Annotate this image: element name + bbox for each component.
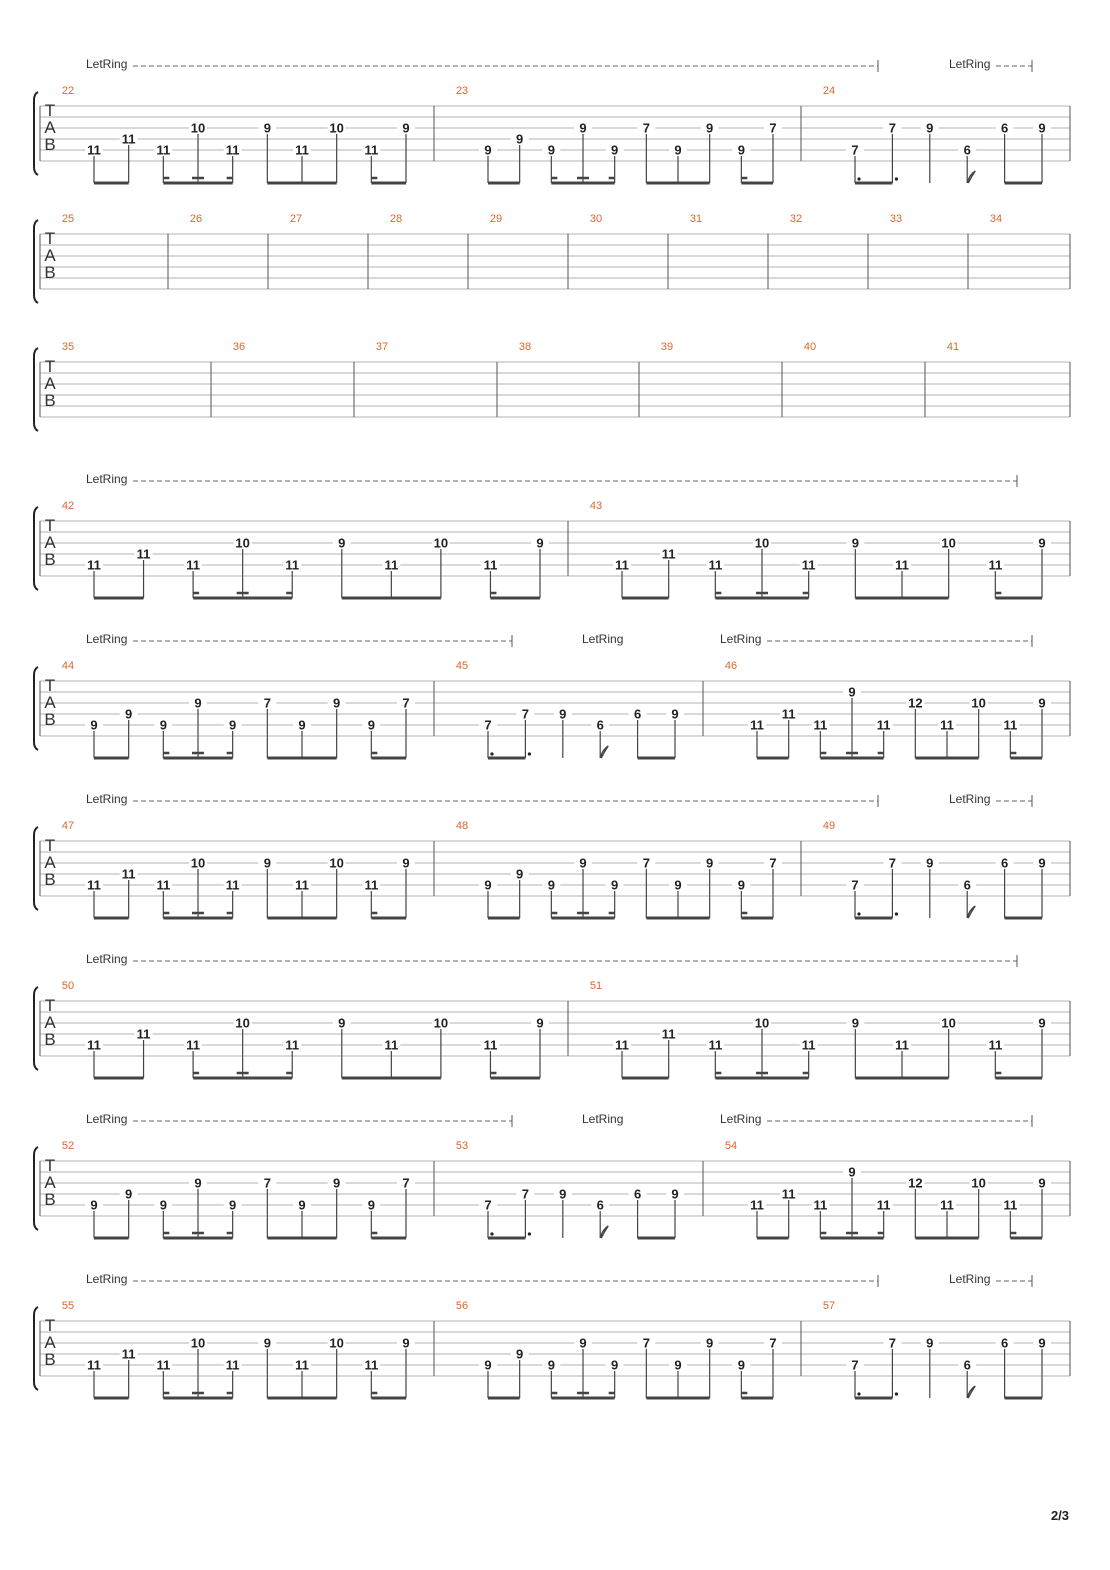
tab-clef-letter: A	[44, 693, 56, 712]
fret-number: 10	[941, 1015, 956, 1031]
fret-number: 9	[851, 535, 859, 551]
eighth-flag	[967, 171, 975, 183]
fret-number: 11	[225, 877, 240, 893]
eighth-flag	[967, 1386, 975, 1398]
measure-number: 35	[61, 341, 75, 353]
fret-number: 9	[263, 120, 271, 136]
tab-clef-letter: T	[44, 676, 56, 695]
fret-number: 11	[813, 717, 828, 733]
let-ring-label: LetRing	[720, 632, 762, 646]
let-ring-label: LetRing	[86, 1272, 128, 1286]
fret-number: 10	[433, 535, 449, 551]
tab-clef-letter: B	[44, 550, 56, 569]
fret-number: 11	[156, 142, 171, 158]
measure-number: 25	[61, 213, 75, 225]
fret-number: 9	[1038, 695, 1046, 711]
measure-number: 26	[189, 213, 203, 225]
measure-number: 40	[803, 341, 817, 353]
fret-number: 9	[1038, 535, 1046, 551]
let-ring-label: LetRing	[86, 952, 128, 966]
tab-clef-letter: T	[44, 101, 56, 120]
rhythm-dot	[857, 912, 860, 915]
fret-number: 9	[737, 1357, 745, 1373]
fret-number: 9	[851, 1015, 859, 1031]
fret-number: 9	[1038, 120, 1046, 136]
fret-number: 11	[87, 1357, 101, 1373]
fret-number: 11	[295, 877, 309, 893]
measure-number: 48	[455, 820, 469, 832]
measure-number: 36	[232, 341, 246, 353]
let-ring-label: LetRing	[582, 632, 624, 646]
measure-number: 52	[61, 1140, 75, 1152]
fret-number: 7	[851, 877, 859, 893]
measure-number: 33	[889, 213, 903, 225]
measure-number: 47	[61, 820, 75, 832]
measure-number: 42	[61, 500, 75, 512]
fret-number: 10	[941, 535, 956, 551]
tab-clef-letter: A	[44, 533, 56, 552]
measure-number: 54	[724, 1140, 738, 1152]
fret-number: 11	[483, 1037, 498, 1053]
fret-number: 9	[90, 1197, 98, 1213]
fret-number: 11	[750, 717, 764, 733]
fret-number: 9	[926, 120, 934, 136]
fret-number: 7	[888, 855, 897, 871]
fret-number: 9	[547, 1357, 555, 1373]
rhythm-dot	[490, 752, 493, 755]
fret-number: 9	[159, 1197, 167, 1213]
fret-number: 11	[940, 717, 954, 733]
tab-clef-letter: A	[44, 1333, 56, 1352]
fret-number: 10	[329, 120, 344, 136]
system-brace	[34, 507, 38, 590]
fret-number: 11	[988, 1037, 1003, 1053]
system-brace	[34, 92, 38, 175]
fret-number: 10	[971, 1175, 986, 1191]
measure-number: 37	[375, 341, 389, 353]
tab-clef-letter: B	[44, 710, 56, 729]
fret-number: 9	[674, 1357, 682, 1373]
rhythm-dot	[490, 1232, 493, 1235]
let-ring-label: LetRing	[86, 632, 128, 646]
fret-number: 9	[674, 142, 682, 158]
fret-number: 9	[484, 877, 492, 893]
fret-number: 11	[895, 1037, 909, 1053]
measure-number: 41	[946, 341, 960, 353]
let-ring-label: LetRing	[582, 1112, 624, 1126]
fret-number: 9	[547, 142, 555, 158]
tab-clef-letter: A	[44, 853, 56, 872]
fret-number: 12	[908, 695, 923, 711]
fret-number: 9	[706, 855, 714, 871]
fret-number: 9	[737, 877, 745, 893]
tab-clef-letter: A	[44, 1013, 56, 1032]
fret-number: 9	[611, 1357, 619, 1373]
fret-number: 9	[338, 535, 346, 551]
tab-clef-letter: T	[44, 996, 56, 1015]
measure-number: 32	[789, 213, 803, 225]
measure-number: 45	[455, 660, 469, 672]
fret-number: 11	[121, 1346, 136, 1362]
fret-number: 9	[926, 1335, 934, 1351]
fret-number: 11	[708, 557, 723, 573]
rhythm-dot	[528, 752, 531, 755]
fret-number: 9	[611, 142, 619, 158]
fret-number: 7	[521, 706, 530, 722]
fret-number: 11	[801, 1037, 816, 1053]
fret-number: 7	[484, 717, 492, 733]
fret-number: 11	[801, 557, 816, 573]
fret-number: 9	[1038, 855, 1046, 871]
fret-number: 11	[136, 546, 151, 562]
measure-number: 22	[61, 85, 75, 97]
fret-number: 11	[384, 1037, 399, 1053]
tab-clef-letter: T	[44, 836, 56, 855]
fret-number: 11	[876, 1197, 891, 1213]
measure-number: 27	[289, 213, 303, 225]
fret-number: 11	[615, 557, 629, 573]
fret-number: 9	[90, 717, 98, 733]
fret-number: 10	[754, 535, 770, 551]
fret-number: 11	[876, 717, 891, 733]
fret-number: 9	[536, 535, 544, 551]
fret-number: 11	[87, 877, 101, 893]
fret-number: 9	[159, 717, 167, 733]
fret-number: 9	[298, 1197, 306, 1213]
let-ring-label: LetRing	[949, 792, 991, 806]
measure-number: 24	[822, 85, 836, 97]
fret-number: 11	[483, 557, 498, 573]
fret-number: 11	[813, 1197, 828, 1213]
tab-clef-letter: B	[44, 1350, 56, 1369]
fret-number: 11	[661, 1026, 676, 1042]
fret-number: 10	[971, 695, 986, 711]
fret-number: 6	[596, 717, 604, 733]
fret-number: 9	[706, 1335, 714, 1351]
page-number: 2/3	[1050, 1508, 1070, 1523]
measure-number: 44	[61, 660, 75, 672]
fret-number: 7	[263, 695, 271, 711]
measure-number: 28	[389, 213, 403, 225]
fret-number: 11	[1003, 717, 1018, 733]
fret-number: 9	[367, 1197, 375, 1213]
fret-number: 7	[851, 142, 859, 158]
fret-number: 11	[156, 877, 171, 893]
fret-number: 9	[536, 1015, 544, 1031]
fret-number: 11	[225, 142, 240, 158]
fret-number: 11	[615, 1037, 629, 1053]
fret-number: 11	[87, 142, 101, 158]
system-brace	[34, 348, 38, 431]
fret-number: 11	[186, 557, 200, 573]
fret-number: 9	[848, 684, 856, 700]
measure-number: 55	[61, 1300, 75, 1312]
fret-number: 11	[87, 557, 101, 573]
fret-number: 9	[579, 855, 587, 871]
fret-number: 9	[484, 142, 492, 158]
measure-number: 23	[455, 85, 469, 97]
measure-number: 49	[822, 820, 836, 832]
fret-number: 11	[295, 1357, 309, 1373]
fret-number: 9	[674, 877, 682, 893]
tab-clef-letter: A	[44, 374, 56, 393]
rhythm-dot	[857, 1392, 860, 1395]
fret-number: 7	[521, 1186, 530, 1202]
system-brace	[34, 667, 38, 750]
fret-number: 6	[1000, 120, 1009, 136]
measure-number: 39	[660, 341, 674, 353]
fret-number: 9	[333, 695, 341, 711]
fret-number: 9	[484, 1357, 492, 1373]
let-ring-label: LetRing	[720, 1112, 762, 1126]
measure-number: 50	[61, 980, 75, 992]
tab-clef-letter: B	[44, 263, 56, 282]
fret-number: 9	[579, 120, 587, 136]
let-ring-label: LetRing	[86, 1112, 128, 1126]
fret-number: 10	[190, 120, 206, 136]
fret-number: 9	[125, 1186, 133, 1202]
measure-number: 34	[989, 213, 1003, 225]
let-ring-label: LetRing	[949, 57, 991, 71]
let-ring-label: LetRing	[86, 792, 128, 806]
tab-clef-letter: T	[44, 1156, 56, 1175]
measure-number: 57	[822, 1300, 836, 1312]
fret-number: 6	[963, 142, 971, 158]
fret-number: 9	[516, 1346, 524, 1362]
measure-number: 31	[689, 213, 703, 225]
let-ring-label: LetRing	[86, 57, 128, 71]
fret-number: 11	[87, 1037, 101, 1053]
fret-number: 9	[516, 131, 524, 147]
fret-number: 10	[754, 1015, 770, 1031]
fret-number: 11	[781, 1186, 796, 1202]
fret-number: 9	[1038, 1015, 1046, 1031]
fret-number: 9	[194, 695, 202, 711]
tab-clef-letter: T	[44, 1316, 56, 1335]
fret-number: 9	[125, 706, 133, 722]
fret-number: 6	[1000, 855, 1009, 871]
fret-number: 11	[295, 142, 309, 158]
fret-number: 9	[671, 1186, 679, 1202]
fret-number: 9	[1038, 1335, 1046, 1351]
system-brace	[34, 827, 38, 910]
fret-number: 11	[364, 142, 379, 158]
fret-number: 9	[611, 877, 619, 893]
fret-number: 7	[769, 855, 777, 871]
fret-number: 6	[633, 1186, 642, 1202]
fret-number: 9	[402, 1335, 410, 1351]
fret-number: 9	[402, 120, 410, 136]
fret-number: 9	[706, 120, 714, 136]
fret-number: 9	[229, 1197, 237, 1213]
fret-number: 9	[559, 1186, 567, 1202]
tab-clef-letter: T	[44, 357, 56, 376]
fret-number: 9	[547, 877, 555, 893]
tab-clef-letter: A	[44, 118, 56, 137]
fret-number: 9	[737, 142, 745, 158]
measure-number: 38	[518, 341, 532, 353]
fret-number: 10	[329, 1335, 344, 1351]
fret-number: 9	[263, 1335, 271, 1351]
fret-number: 11	[750, 1197, 764, 1213]
fret-number: 7	[888, 120, 897, 136]
rhythm-dot	[895, 1392, 898, 1395]
eighth-flag	[967, 906, 975, 918]
fret-number: 6	[963, 877, 971, 893]
fret-number: 11	[156, 1357, 171, 1373]
rhythm-dot	[895, 912, 898, 915]
fret-number: 11	[895, 557, 909, 573]
fret-number: 9	[402, 855, 410, 871]
fret-number: 10	[433, 1015, 449, 1031]
fret-number: 10	[329, 855, 344, 871]
fret-number: 11	[661, 546, 676, 562]
fret-number: 11	[186, 1037, 200, 1053]
fret-number: 11	[364, 877, 379, 893]
fret-number: 11	[364, 1357, 379, 1373]
system-brace	[34, 987, 38, 1070]
fret-number: 11	[940, 1197, 954, 1213]
fret-number: 11	[1003, 1197, 1018, 1213]
fret-number: 7	[642, 120, 650, 136]
fret-number: 9	[579, 1335, 587, 1351]
tab-clef-letter: B	[44, 135, 56, 154]
fret-number: 7	[769, 120, 777, 136]
fret-number: 9	[333, 1175, 341, 1191]
tab-clef-letter: B	[44, 1190, 56, 1209]
fret-number: 11	[384, 557, 399, 573]
fret-number: 9	[298, 717, 306, 733]
fret-number: 11	[708, 1037, 723, 1053]
fret-number: 11	[121, 131, 136, 147]
tab-clef-letter: T	[44, 516, 56, 535]
measure-number: 53	[455, 1140, 469, 1152]
fret-number: 9	[263, 855, 271, 871]
rhythm-dot	[857, 177, 860, 180]
tab-clef-letter: B	[44, 391, 56, 410]
fret-number: 10	[190, 1335, 206, 1351]
system-brace	[34, 1307, 38, 1390]
tab-clef-letter: B	[44, 870, 56, 889]
rhythm-dot	[528, 1232, 531, 1235]
measure-number: 43	[589, 500, 603, 512]
fret-number: 9	[671, 706, 679, 722]
measure-number: 56	[455, 1300, 469, 1312]
fret-number: 7	[263, 1175, 271, 1191]
system-brace	[34, 1147, 38, 1230]
fret-number: 6	[596, 1197, 604, 1213]
fret-number: 9	[194, 1175, 202, 1191]
fret-number: 7	[769, 1335, 777, 1351]
tab-clef-letter: T	[44, 229, 56, 248]
fret-number: 10	[235, 1015, 250, 1031]
fret-number: 7	[402, 695, 410, 711]
fret-number: 11	[285, 557, 300, 573]
fret-number: 9	[559, 706, 567, 722]
fret-number: 9	[848, 1164, 856, 1180]
fret-number: 6	[633, 706, 642, 722]
fret-number: 10	[190, 855, 206, 871]
fret-number: 7	[402, 1175, 410, 1191]
fret-number: 7	[642, 855, 650, 871]
measure-number: 46	[724, 660, 738, 672]
fret-number: 11	[781, 706, 796, 722]
measure-number: 30	[589, 213, 603, 225]
eighth-flag	[600, 1226, 608, 1238]
tab-clef-letter: B	[44, 1030, 56, 1049]
fret-number: 11	[988, 557, 1003, 573]
measure-number: 51	[589, 980, 603, 992]
fret-number: 9	[516, 866, 524, 882]
fret-number: 7	[642, 1335, 650, 1351]
fret-number: 11	[121, 866, 136, 882]
fret-number: 10	[235, 535, 250, 551]
fret-number: 7	[484, 1197, 492, 1213]
eighth-flag	[600, 746, 608, 758]
fret-number: 11	[136, 1026, 151, 1042]
tab-clef-letter: A	[44, 1173, 56, 1192]
fret-number: 9	[229, 717, 237, 733]
system-brace	[34, 220, 38, 303]
fret-number: 7	[888, 1335, 897, 1351]
measure-number: 29	[489, 213, 503, 225]
fret-number: 6	[963, 1357, 971, 1373]
fret-number: 9	[338, 1015, 346, 1031]
let-ring-label: LetRing	[86, 472, 128, 486]
let-ring-label: LetRing	[949, 1272, 991, 1286]
fret-number: 7	[851, 1357, 859, 1373]
fret-number: 9	[367, 717, 375, 733]
fret-number: 6	[1000, 1335, 1009, 1351]
tab-clef-letter: A	[44, 246, 56, 265]
fret-number: 11	[225, 1357, 240, 1373]
fret-number: 9	[926, 855, 934, 871]
fret-number: 12	[908, 1175, 923, 1191]
fret-number: 9	[1038, 1175, 1046, 1191]
rhythm-dot	[895, 177, 898, 180]
fret-number: 11	[285, 1037, 300, 1053]
